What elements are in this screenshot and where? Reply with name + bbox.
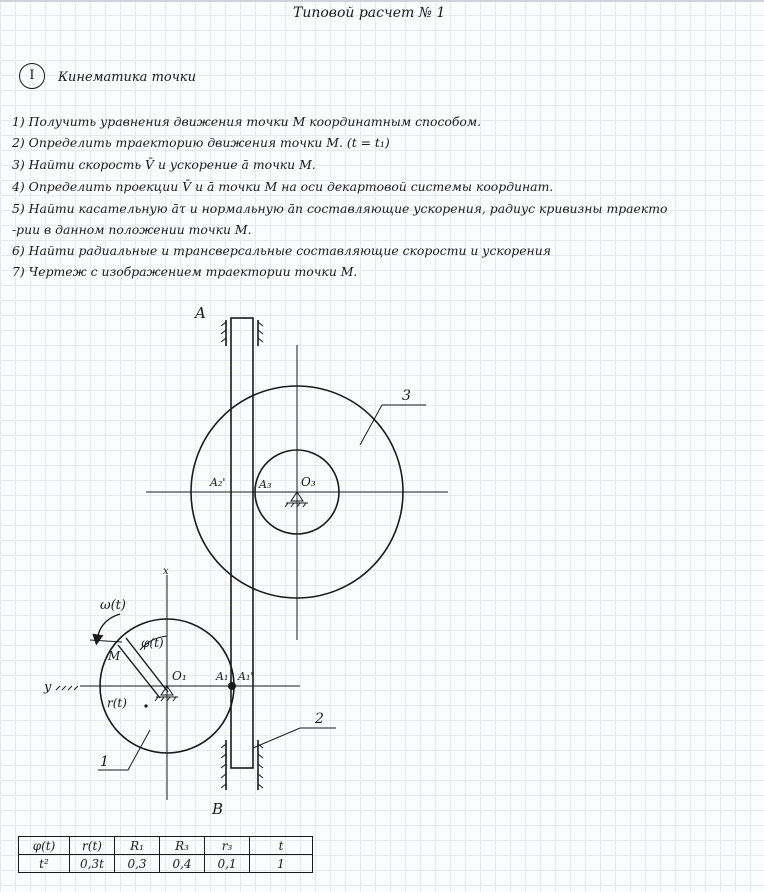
label-phi: φ(t) <box>141 636 164 650</box>
label-m: M <box>108 649 121 663</box>
label-a2-prime: A₂' <box>210 476 226 489</box>
y-axis-hatching <box>56 686 78 690</box>
contact-point-a1 <box>228 682 236 690</box>
task-5: 5) Найти касательную āτ и нормальную ān составляющие ускорения, радиус кривизны траекто <box>12 201 668 216</box>
label-o3: O₃ <box>301 475 316 489</box>
leader-2 <box>253 728 336 748</box>
slot-line-1 <box>118 645 160 698</box>
label-part-1: 1 <box>100 754 109 770</box>
point-dot <box>144 704 147 707</box>
label-a1-prime: A₁' <box>238 670 254 683</box>
table-header-cell: φ(t) <box>19 837 70 855</box>
section-title: Кинематика точки <box>58 70 196 85</box>
label-a: A <box>195 304 206 322</box>
label-part-3: 3 <box>402 388 411 404</box>
leader-3 <box>360 405 426 445</box>
task-7: 7) Чертеж с изображением траектории точки М. <box>12 264 358 279</box>
table-cell: t² <box>19 855 70 873</box>
label-b: B <box>212 800 224 818</box>
task-3: 3) Найти скорость V̄ и ускорение ā точки М. <box>12 157 316 172</box>
task-2: 2) Определить траекторию движения точки М. (t = t₁) <box>12 135 390 150</box>
table-header-cell: R₃ <box>160 837 205 855</box>
task-1: 1) Получить уравнения движения точки М координатным способом. <box>12 114 482 129</box>
page-title: Типовой расчет № 1 <box>293 5 446 21</box>
table-cell: 0,4 <box>160 855 205 873</box>
section-number: I <box>19 63 45 89</box>
label-o1: O₁ <box>172 669 187 683</box>
parameters-table <box>18 836 313 873</box>
task-4: 4) Определить проекции V̄ и ā точки М на оси декартовой системы координат. <box>12 179 554 194</box>
table-cell: 0,3t <box>70 855 115 873</box>
task-6: 6) Найти радиальные и трансверсальные составляющие скорости и ускорения <box>12 243 551 258</box>
table-cell: 0,3 <box>115 855 160 873</box>
task-5-continued: -рии в данном положении точки М. <box>12 222 252 237</box>
omega-arrow <box>97 614 120 640</box>
label-x: x <box>163 566 169 577</box>
label-r: r(t) <box>107 696 127 710</box>
label-a3: A₃ <box>259 478 272 491</box>
table-header-cell: r(t) <box>70 837 115 855</box>
table-header-cell: t <box>250 837 313 855</box>
table-header-cell: r₃ <box>205 837 250 855</box>
table-row <box>19 855 313 873</box>
label-part-2: 2 <box>315 711 324 727</box>
table-header-row <box>19 837 313 855</box>
label-omega: ω(t) <box>100 598 126 613</box>
rack-body <box>231 318 253 768</box>
table-header-cell: R₁ <box>115 837 160 855</box>
table-cell: 0,1 <box>205 855 250 873</box>
guide-hatching <box>221 322 263 788</box>
label-y: y <box>44 680 52 695</box>
table-cell: 1 <box>250 855 313 873</box>
label-a1: A₁ <box>216 670 229 683</box>
